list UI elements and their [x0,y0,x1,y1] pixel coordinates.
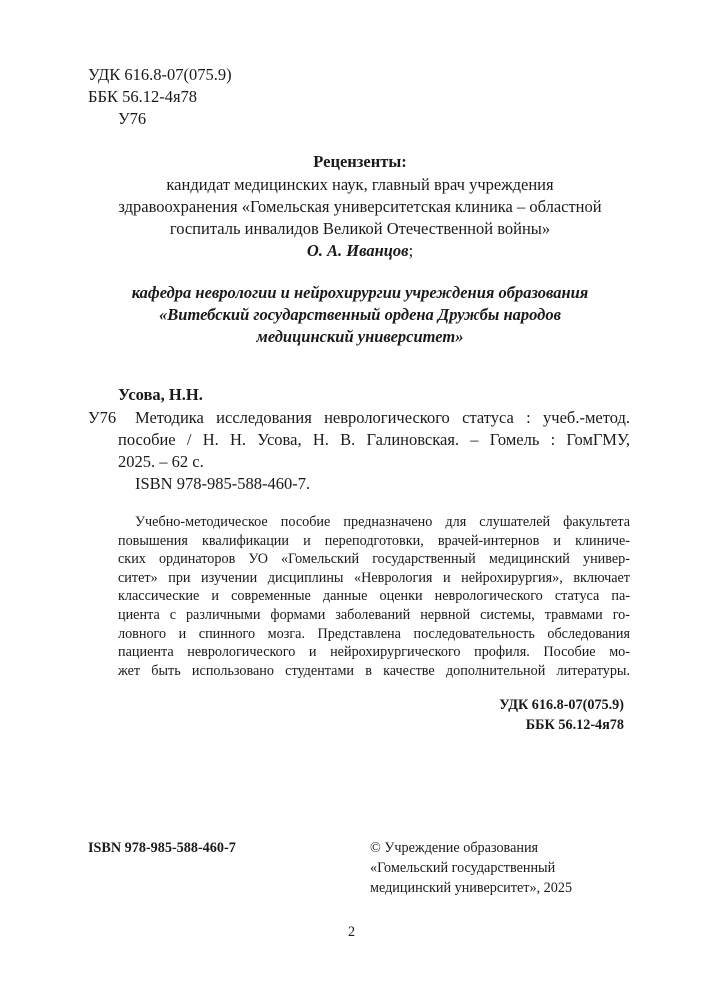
copyright-line: © Учреждение образования [370,840,539,856]
abstract-line: ловного и спинного мозга. Представлена последовательность обследования [118,625,630,642]
abstract-line: пациента неврологического и нейрохирургического профиля. Пособие мо- [118,644,630,661]
reviewer2-line: кафедра неврологии и нейрохирургии учреждения образования [131,283,589,302]
catalog-line: 2025. – 62 с. [118,452,204,471]
page-number: 2 [348,924,356,940]
bottom-bbk: ББК 56.12-4я78 [525,717,624,733]
reviewer1-line: здравоохранения «Гомельская университетская клиника – областной [118,197,602,216]
catalog-author: Усова, Н.Н. [118,385,203,404]
catalog-isbn: ISBN 978-985-588-460-7. [135,474,311,493]
reviewers-heading: Рецензенты: [313,152,407,171]
abstract-line: ситет» при изучении дисциплины «Неврология и нейрохирургия», включает [118,569,630,586]
catalog-line: Методика исследования неврологического статуса : учеб.-метод. [135,408,630,427]
abstract-line: жет быть использовано студентами в качестве дополнительной литературы. [118,662,630,679]
reviewer2-line: «Витебский государственный ордена Дружбы народов [159,305,561,324]
catalog-mark: У76 [88,408,117,427]
abstract-line: ских ординаторов УО «Гомельский государственный медицинский универ- [118,551,630,568]
catalog-line: пособие / Н. Н. Усова, Н. В. Галиновская. – Гомель : ГомГМУ, [118,430,630,449]
abstract-line: циента с различными формами заболеваний нервной системы, травмами го- [118,607,630,623]
reviewer2-line: медицинский университет» [256,327,464,346]
udk-code: УДК 616.8-07(075.9) [88,65,232,84]
copyright-line: «Гомельский государственный [370,860,556,876]
copyright-line: медицинский университет», 2025 [370,880,573,896]
footer-isbn: ISBN 978-985-588-460-7 [88,840,236,856]
reviewer1-name: О. А. Иванцов [306,241,409,260]
abstract-line: классические и современные данные оценки неврологического статуса па- [118,588,630,605]
bbk-code: ББК 56.12-4я78 [88,87,198,106]
reviewer1-line: кандидат медицинских наук, главный врач учреждения [166,175,554,194]
reviewer1-line: госпиталь инвалидов Великой Отечественной войны» [169,219,551,238]
separator: ; [408,241,414,260]
abstract-line: повышения квалификации и переподготовки, врачей-интернов и клиниче- [118,532,630,549]
abstract-line: Учебно-методическое пособие предназначено для слушателей факультета [135,514,630,530]
reviewer1-name-line [80,240,640,262]
bottom-udk: УДК 616.8-07(075.9) [499,697,624,713]
author-mark: У76 [118,109,147,128]
